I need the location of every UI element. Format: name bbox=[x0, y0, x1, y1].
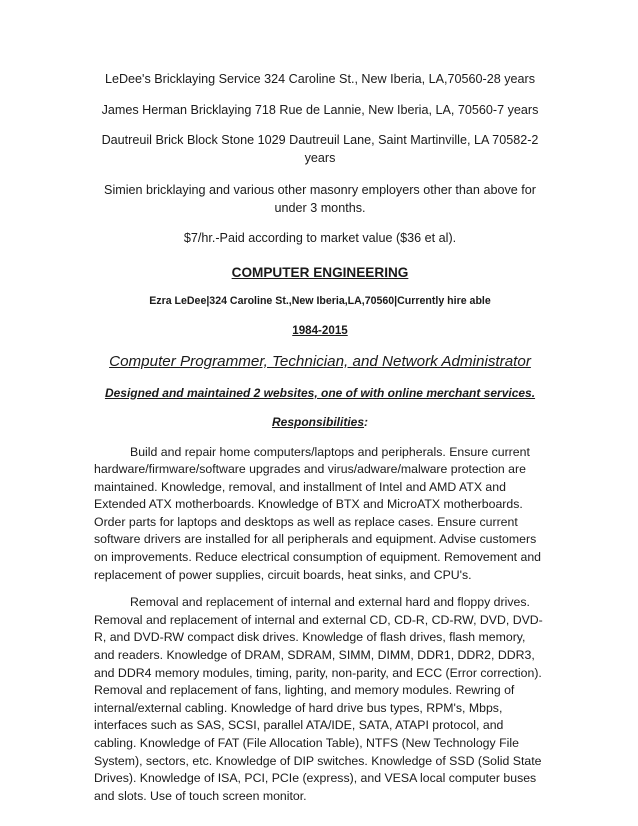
contact-line: Ezra LeDee|324 Caroline St.,New Iberia,LA,70560|Currently hire able bbox=[149, 294, 491, 307]
employment-entry-dautreuil: Dautreuil Brick Block Stone 1029 Dautreuil Lane, Saint Martinville, LA 70582-2 years bbox=[101, 133, 539, 165]
employment-entry-ledee: LeDee's Bricklaying Service 324 Caroline St., New Iberia, LA,70560-28 years bbox=[104, 72, 536, 86]
years-range: 1984-2015 bbox=[292, 323, 348, 337]
pay-rate: $7/hr.-Paid according to market value ($36 et al). bbox=[183, 231, 457, 245]
responsibilities-colon: : bbox=[364, 414, 369, 429]
job-title: Computer Programmer, Technician, and Network Administrator bbox=[109, 352, 531, 370]
responsibilities-label: Responsibilities bbox=[271, 414, 365, 429]
responsibilities-paragraph-2: Removal and replacement of internal and external hard and floppy drives. Removal and replacement of internal and external CD, CD-R, CD-RW, DVD, DVD-R, and DVD-RW compact disk drives. Knowledge of flash drives, flash memory, and readers. Knowledge of DRAM, SDRAM, SIMM, DIMM, DDR1, DDR2, DDR3, and DDR4 memory modules, timing, parity, non-parity, and ECC (Error correction). Removal and replacement of fans, lighting, and memory modules. Rewring of internal/external cabling. Knowledge of hard drive bus types, RPM's, Mbps, interfaces such as SAS, SCSI, parallel ATA/IDE, SATA, ATAPI protocol, and cabling. Knowledge of FAT (File Allocation Table), NTFS (New Technology File System), sectors, etc. Knowledge of DIP switches. Knowledge of SSD (Solid State Drives). Knowledge of ISA, PCI, PCIe (express), and VESA local computer buses and slots. Use of touch screen monitor. bbox=[94, 595, 543, 803]
websites-note: Designed and maintained 2 websites, one of with online merchant services. bbox=[104, 385, 536, 400]
responsibilities-paragraph-1: Build and repair home computers/laptops and peripherals. Ensure current hardware/firmware/software upgrades and virus/adware/malware protection are maintained. Knowledge, removal, and installment of Intel and AMD ATX and Extended ATX motherboards. Knowledge of BTX and MicroATX motherboards. Order parts for laptops and desktops as well as replace cases. Ensure current software drivers are installed for all peripherals and equipment. Advise customers on improvements. Reduce electrical consumption of equipment. Removement and replacement of power supplies, circuit boards, heat sinks, and CPU's. bbox=[94, 444, 542, 582]
employment-entry-herman: James Herman Bricklaying 718 Rue de Lannie, New Iberia, LA, 70560-7 years bbox=[101, 102, 539, 117]
section-heading: COMPUTER ENGINEERING bbox=[231, 264, 409, 280]
employment-entry-simien: Simien bricklaying and various other masonry employers other than above for under 3 months. bbox=[104, 183, 536, 215]
responsibilities-heading bbox=[94, 414, 546, 430]
